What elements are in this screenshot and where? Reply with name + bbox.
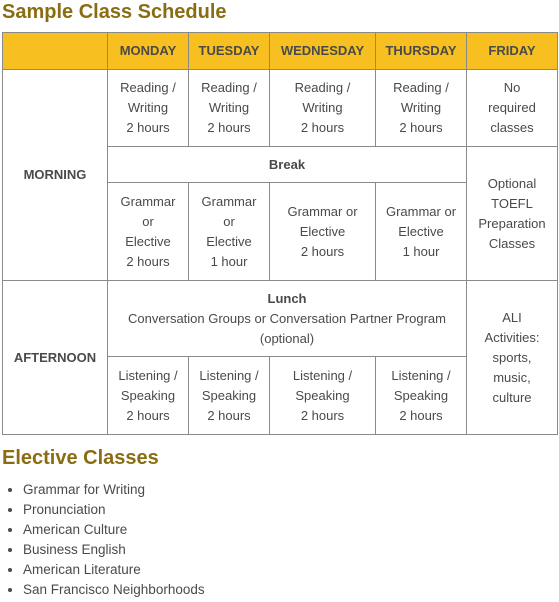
header-tuesday: TUESDAY (189, 33, 270, 70)
morning-label: MORNING (3, 70, 108, 281)
header-monday: MONDAY (108, 33, 189, 70)
thursday-reading-cell: Reading / Writing 2 hours (376, 70, 467, 147)
lunch-note: Conversation Groups or Conversation Partner Program (optional) (128, 310, 446, 346)
friday-activities-cell: ALI Activities: sports, music, culture (467, 281, 558, 435)
class-schedule-table (2, 32, 558, 435)
monday-grammar-cell: Grammar or Elective 2 hours (108, 183, 189, 281)
list-item: • Pronunciation (23, 500, 205, 520)
break-cell: Break (108, 147, 467, 183)
wednesday-listening-cell: Listening / Speaking 2 hours (270, 357, 376, 435)
monday-listening-cell: Listening / Speaking 2 hours (108, 357, 189, 435)
afternoon-label: AFTERNOON (3, 281, 108, 435)
header-thursday: THURSDAY (376, 33, 467, 70)
tuesday-listening-cell: Listening / Speaking 2 hours (189, 357, 270, 435)
page-title: Sample Class Schedule (2, 1, 227, 23)
elective-list (4, 480, 205, 600)
list-item: • Business English (23, 540, 205, 560)
elective-classes-title: Elective Classes (2, 447, 159, 469)
tuesday-reading-cell: Reading / Writing 2 hours (189, 70, 270, 147)
lunch-cell (108, 281, 467, 357)
header-corner (3, 33, 108, 70)
table-header-row (3, 33, 558, 70)
list-item: • American Literature (23, 560, 205, 580)
list-item: • Grammar for Writing (23, 480, 205, 500)
table-row (3, 281, 558, 357)
wednesday-reading-cell: Reading / Writing 2 hours (270, 70, 376, 147)
friday-toefl-cell: Optional TOEFL Preparation Classes (467, 147, 558, 281)
table-row (3, 70, 558, 147)
list-item: • San Francisco Neighborhoods (23, 580, 205, 600)
wednesday-grammar-cell: Grammar or Elective 2 hours (270, 183, 376, 281)
header-friday: FRIDAY (467, 33, 558, 70)
monday-reading-cell: Reading / Writing 2 hours (108, 70, 189, 147)
friday-no-classes-cell: No required classes (467, 70, 558, 147)
tuesday-grammar-cell: Grammar or Elective 1 hour (189, 183, 270, 281)
thursday-listening-cell: Listening / Speaking 2 hours (376, 357, 467, 435)
header-wednesday: WEDNESDAY (270, 33, 376, 70)
list-item: • American Culture (23, 520, 205, 540)
lunch-label: Lunch (267, 290, 307, 306)
thursday-grammar-cell: Grammar or Elective 1 hour (376, 183, 467, 281)
